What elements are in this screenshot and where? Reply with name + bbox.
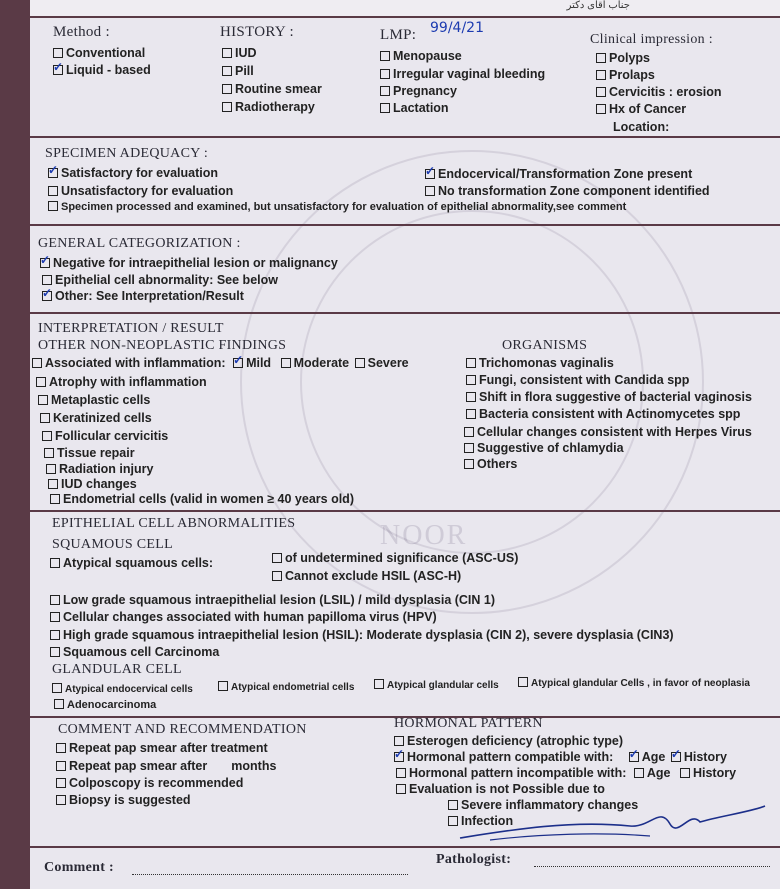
history-label: History [692,766,737,780]
checkbox[interactable] [50,612,60,622]
history-radiotherapy[interactable] [222,100,315,114]
label: Cannot exclude HSIL (ASC-H) [285,569,462,583]
clinical-cervicitis[interactable] [596,85,722,99]
clinical-hx-cancer[interactable] [596,102,686,116]
specimen-unsatisfactory[interactable] [48,184,233,198]
label: Trichomonas vaginalis [479,356,614,370]
organism-bacterial-vaginosis[interactable] [466,390,752,404]
checkbox[interactable] [222,102,232,112]
specimen-adequacy-section [30,138,780,226]
label: Pill [235,64,254,78]
checkbox[interactable] [48,186,58,196]
epithelial-title: EPITHELIAL CELL ABNORMALITIES [52,516,296,531]
checkbox[interactable] [222,66,232,76]
checkbox-checked[interactable] [42,291,52,301]
checkbox[interactable] [272,571,282,581]
clinical-location: Location: [613,120,670,134]
hormonal-compatible [394,750,727,764]
pathologist-label: Pathologist: [436,852,512,867]
label: Routine smear [235,82,322,96]
label: Satisfactory for evaluation [61,166,218,180]
hormonal-incompatible [396,766,736,780]
checkbox-checked[interactable] [40,258,50,268]
interpretation-title: INTERPRETATION / RESULT [38,321,224,336]
lmp-value: 99/4/21 [430,20,484,36]
clinical-impression-title: Clinical impression : [590,32,713,47]
specimen-satisfactory[interactable] [48,166,218,180]
checkbox[interactable] [50,630,60,640]
checkbox[interactable] [425,186,435,196]
squamous-carcinoma[interactable] [50,645,219,659]
recommendation-section [30,718,780,848]
history-iud[interactable] [222,46,257,60]
lmp-title: LMP: [380,27,417,43]
checkbox[interactable] [44,448,54,458]
label: Shift in flora suggestive of bacterial vaginosis [479,390,752,404]
label: Atrophy with inflammation [49,375,207,389]
glandular-endocervical[interactable] [52,683,193,695]
label: Conventional [66,46,146,60]
checkbox-checked[interactable] [425,169,435,179]
asc-h[interactable] [272,569,461,583]
finding-metaplastic[interactable] [38,393,150,407]
checkbox[interactable] [50,558,60,568]
specimen-no-transformation-zone[interactable] [425,184,710,198]
age-checkbox[interactable] [634,768,644,778]
checkbox[interactable] [38,395,48,405]
method-liquid-based[interactable] [53,63,151,77]
inflammation-row [32,356,409,370]
checkbox[interactable] [32,358,42,368]
specimen-endocervical-present[interactable] [425,167,692,181]
finding-iud-changes[interactable] [48,477,137,491]
label: Irregular vaginal bleeding [393,67,546,81]
hormonal-estrogen-deficiency[interactable] [394,734,623,748]
label: Metaplastic cells [51,393,151,407]
lmp-lactation[interactable] [380,101,449,115]
general-other[interactable] [42,289,244,303]
label: Radiotherapy [235,100,315,114]
method-conventional[interactable] [53,46,145,60]
checkbox[interactable] [380,69,390,79]
checkbox[interactable] [36,377,46,387]
watermark-text: NOOR [380,520,468,551]
history-section [30,18,780,138]
checkbox[interactable] [374,679,384,689]
label: Tissue repair [57,446,135,460]
checkbox[interactable] [46,464,56,474]
method-title: Method : [53,24,110,40]
label: Fungi, consistent with Candida spp [479,373,690,387]
checkbox[interactable] [466,375,476,385]
label: Prolaps [609,68,655,82]
lmp-irregular-bleeding[interactable] [380,67,545,81]
history-checkbox-checked[interactable] [671,752,681,762]
label: Atypical glandular Cells , in favor of neoplasia [531,678,750,689]
checkbox[interactable] [54,699,64,709]
checkbox[interactable] [42,431,52,441]
label: Low grade squamous intraepithelial lesion (LSIL) / mild dysplasia (CIN 1) [63,593,496,607]
label: Menopause [393,49,462,63]
label: Biopsy is suggested [69,793,191,807]
label: Endocervical/Transformation Zone present [438,167,693,181]
glandular-atypical[interactable] [374,679,499,691]
label: Others [477,457,518,471]
history-title: HISTORY : [220,24,294,40]
checkbox[interactable] [380,51,390,61]
checkbox-checked[interactable] [53,65,63,75]
checkbox[interactable] [56,761,66,771]
age-label: Age [646,766,671,780]
label: IUD changes [61,477,137,491]
non-neoplastic-title: OTHER NON-NEOPLASTIC FINDINGS [38,338,287,353]
checkbox[interactable] [40,413,50,423]
label: Bacteria consistent with Actinomycetes spp [479,407,741,421]
checkbox[interactable] [596,87,606,97]
organism-actinomycetes[interactable] [466,407,740,421]
history-pill[interactable] [222,64,254,78]
specimen-title: SPECIMEN ADEQUACY : [45,146,209,161]
checkbox[interactable] [596,70,606,80]
finding-tissue-repair[interactable] [44,446,135,460]
interpretation-section [30,314,780,512]
label: Endometrial cells (valid in women ≥ 40 years old) [63,492,354,506]
checkbox[interactable] [464,459,474,469]
label: of undetermined significance (ASC-US) [285,551,519,565]
label: Follicular cervicitis [55,429,169,443]
age-label: Age [641,750,666,764]
label: Negative for intraepithelial lesion or malignancy [53,256,338,270]
organism-chlamydia[interactable] [464,441,624,455]
rec-repeat-after-months[interactable] [56,759,276,773]
organism-candida[interactable] [466,373,689,387]
finding-radiation[interactable] [46,462,153,476]
atypical-squamous[interactable] [50,556,213,570]
lmp-pregnancy[interactable] [380,84,457,98]
general-title: GENERAL CATEGORIZATION : [38,236,241,251]
form-top-strip [30,0,780,18]
label: Specimen processed and examined, but unsatisfactory for evaluation of epithelial abnormality,see comment [61,201,627,213]
checkbox[interactable] [222,84,232,94]
checkbox[interactable] [396,784,406,794]
lmp-menopause[interactable] [380,49,462,63]
label: Polyps [609,51,650,65]
finding-atrophy[interactable] [36,375,207,389]
clinical-polyps[interactable] [596,51,650,65]
glandular-title: GLANDULAR CELL [52,662,182,677]
checkbox[interactable] [50,595,60,605]
rec-biopsy[interactable] [56,793,191,807]
glandular-neoplasia[interactable] [518,677,750,689]
checkbox[interactable] [56,743,66,753]
label: Esterogen deficiency (atrophic type) [407,734,624,748]
age-checkbox-checked[interactable] [629,752,639,762]
checkbox[interactable] [380,86,390,96]
specimen-processed-unsatisfactory[interactable] [48,201,626,213]
label: Repeat pap smear after [69,759,208,773]
label: Epithelial cell abnormality: See below [55,273,278,287]
checkbox[interactable] [272,553,282,563]
asc-us[interactable] [272,551,518,565]
general-negative[interactable] [40,256,338,270]
organisms-title: ORGANISMS [502,338,588,353]
label: Radiation injury [59,462,154,476]
label: No transformation Zone component identified [438,184,710,198]
checkbox[interactable] [380,103,390,113]
label: Associated with inflammation: [45,356,226,370]
moderate-label: Moderate [293,356,350,370]
checkbox[interactable] [48,201,58,211]
mild-label: Mild [246,356,272,370]
general-epithelial-abnormality[interactable] [42,273,278,287]
comment-label: Comment : [44,860,114,875]
label: Adenocarcinoma [67,699,157,711]
checkbox-checked[interactable] [48,168,58,178]
rec-colposcopy[interactable] [56,776,243,790]
label: Hormonal pattern compatible with: [407,750,614,764]
label: Atypical glandular cells [387,680,499,691]
moderate-checkbox[interactable] [281,358,291,368]
label: Suggestive of chlamydia [477,441,624,455]
checkbox[interactable] [466,392,476,402]
checkbox[interactable] [52,683,62,693]
pathologist-signature [450,800,770,850]
checkbox-checked[interactable] [394,752,404,762]
hpv[interactable] [50,610,437,624]
adenocarcinoma[interactable] [54,699,156,711]
hormonal-title: HORMONAL PATTERN [394,716,543,731]
squamous-title: SQUAMOUS CELL [52,537,173,552]
checkbox[interactable] [396,768,406,778]
checkbox[interactable] [466,358,476,368]
organism-others[interactable] [464,457,517,471]
label: Keratinized cells [53,411,152,425]
label: Severe inflammatory changes [461,798,639,812]
epithelial-abnormalities-section [30,512,780,718]
checkbox[interactable] [50,647,60,657]
checkbox[interactable] [56,795,66,805]
label: Cervicitis : erosion [609,85,722,99]
lsil[interactable] [50,593,495,607]
header-recipient-text: جناب آقای دکتر [566,0,630,11]
label: Cellular changes associated with human papilloma virus (HPV) [63,610,437,624]
label: Unsatisfactory for evaluation [61,184,234,198]
months-label: months [231,759,277,773]
finding-endometrial[interactable] [50,492,354,506]
checkbox[interactable] [394,736,404,746]
clinical-prolaps[interactable] [596,68,655,82]
glandular-endometrial[interactable] [218,681,354,693]
label: IUD [235,46,257,60]
label: Repeat pap smear after treatment [69,741,268,755]
pap-smear-report-form [30,0,780,889]
rec-repeat-after-treatment[interactable] [56,741,268,755]
checkbox[interactable] [518,677,528,687]
history-routine-smear[interactable] [222,82,322,96]
checkbox[interactable] [56,778,66,788]
checkbox[interactable] [48,479,58,489]
checkbox[interactable] [218,681,228,691]
checkbox[interactable] [222,48,232,58]
label: Atypical endometrial cells [231,682,355,693]
pathologist-line[interactable] [534,866,770,867]
general-categorization-section [30,226,780,314]
history-checkbox[interactable] [680,768,690,778]
label: Colposcopy is recommended [69,776,244,790]
checkbox[interactable] [53,48,63,58]
label: Squamous cell Carcinoma [63,645,220,659]
finding-keratinized[interactable] [40,411,152,425]
label: Lactation [393,101,449,115]
hsil[interactable] [50,628,674,642]
label: Cellular changes consistent with Herpes Virus [477,425,752,439]
checkbox[interactable] [596,104,606,114]
checkbox[interactable] [464,427,474,437]
label: Other: See Interpretation/Result [55,289,244,303]
checkbox[interactable] [42,275,52,285]
severe-checkbox[interactable] [355,358,365,368]
finding-follicular[interactable] [42,429,168,443]
checkbox[interactable] [466,409,476,419]
label: Liquid - based [66,63,151,77]
hormonal-not-possible[interactable] [396,782,605,796]
mild-checkbox-checked[interactable] [233,358,243,368]
organism-herpes[interactable] [464,425,752,439]
comment-rec-title: COMMENT AND RECOMMENDATION [58,722,307,737]
history-label: History [683,750,727,764]
label: Atypical endocervical cells [65,684,193,695]
label: High grade squamous intraepithelial lesion (HSIL): Moderate dysplasia (CIN 2), severe dysplasia (CIN3) [63,628,674,642]
label: Hormonal pattern incompatible with: [409,766,627,780]
checkbox[interactable] [464,443,474,453]
checkbox[interactable] [596,53,606,63]
label: Evaluation is not Possible due to [409,782,605,796]
checkbox[interactable] [50,494,60,504]
organism-trichomonas[interactable] [466,356,614,370]
label: Atypical squamous cells: [63,556,214,570]
severe-label: Severe [367,356,409,370]
label: Infection [461,814,514,828]
label: Hx of Cancer [609,102,687,116]
label: Pregnancy [393,84,457,98]
comment-line[interactable] [132,874,408,875]
